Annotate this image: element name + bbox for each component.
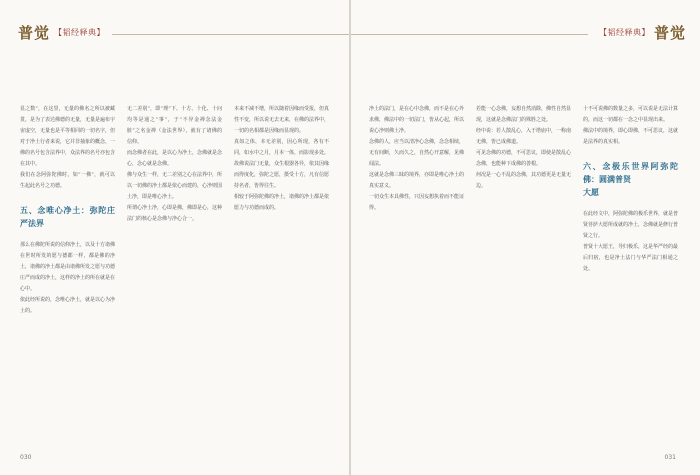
paragraph: 一切众生本具佛性，只因妄想执着而不能证得。 [369, 194, 464, 211]
paragraph: 真如之体，本无差别，因心所现，各有不同，如水中之月，月本一体，而影现多处。 [234, 139, 329, 156]
paragraph: 显之数”，在这里，无量的佛名之所以被藏贯，是为了表达佛德的无量，无量是遍布宇宙虚空，无量也是平等相同的一切名字，但对于净土行者来说，它并非抽象的概念，一佛的名号包含法界中，众法界的名号亦包含在其中。 [20, 106, 115, 167]
paragraph: 无二差别”，即“理”下、十方、十化、十问均等是通之“事”，于“不异金禅念法金脏”之名金禅（金法世界），就有了诸佛的信仰。 [127, 106, 222, 145]
paragraph: 念佛的人，应当以清净心念佛，念念相续，无有间断，久而久之，自然心开意解，见佛闻法。 [369, 139, 464, 167]
paragraph: 那么在佛陀所说的信仰净土，以及十方诸佛在世时所发的愿与德都一样，都是佛的净土，诸佛的净土都是由诸佛所发之愿与功德庄严而成的净土，这样的净土的所在就是在心中。 [20, 242, 115, 292]
section-heading [20, 204, 115, 230]
paragraph: 十不可说佛的数量之多，可以说是无法计算的，而这一切都在一念之中显现出来。 [583, 106, 678, 123]
text-columns [20, 104, 329, 444]
left-page [0, 0, 349, 475]
series-tag: 【韬经释典】 [598, 28, 650, 37]
paragraph: 所谓心净土净，心即是佛，佛即是心，这种法门的核心是念佛与净心合一。 [127, 205, 222, 222]
paragraph: 而念佛者在此，是以心为净土，念佛就是念心，念心就是念佛。 [127, 150, 222, 167]
section-heading-tail: 大愿 [583, 187, 599, 197]
paragraph: 普贤十大愿王，导归极乐，这是华严经的最后归宿，也是净土法门与华严法门相通之处。 [583, 244, 678, 272]
paragraph: 故佛说法门无量，众生根器各异，依其因缘而得度化，弥陀之愿，摄受十方，凡有信愿持名者，皆得往生。 [234, 161, 329, 189]
paragraph: 佛与众生一样，无二差别之心在法界中，所以一切佛的净土都是依心而建的，心净则国土净，即是唯心净土。 [127, 172, 222, 200]
page-header [599, 22, 686, 43]
page-number: 030 [20, 454, 32, 461]
paragraph: 这就是念佛三昧的境界，亦即是唯心净土的真实意义。 [369, 172, 464, 189]
paragraph: 何况是一心不乱的念佛，其功德更是无量无边。 [476, 172, 571, 189]
text-column-1 [369, 104, 464, 444]
paragraph: 佛法中的境界，即心即佛，不可思议，这就是法界的真实相。 [583, 128, 678, 145]
text-column-1 [20, 104, 115, 444]
text-column-2 [127, 104, 222, 444]
right-page [351, 0, 700, 475]
text-column-3 [583, 104, 678, 444]
paragraph: 净土的法门，是在心中念佛，而不是在心外求佛，佛法中的一切法门，皆从心起，所以说心净则佛土净。 [369, 106, 464, 134]
paragraph: 相较于阿弥陀佛的净土，诸佛的净土都是依愿力与功德而成的。 [234, 194, 329, 211]
text-column-2 [476, 104, 571, 444]
paragraph: 可见念佛的功德，不可思议，即使是散乱心念佛，也能种下成佛的善根。 [476, 150, 571, 167]
brand-logo: 普觉 [18, 24, 51, 42]
page-number: 031 [664, 454, 676, 461]
series-tag: 【韬经释典】 [54, 28, 106, 37]
paragraph: 经中说：若人散乱心，入于塔庙中，一称南无佛，皆已成佛道。 [476, 128, 571, 145]
header-rule [112, 34, 349, 35]
paragraph: 我们在念阿弥陀佛时，如“一佛”，就可以生起此名号之功德。 [20, 172, 115, 189]
paragraph: 在此经文中，阿弥陀佛的极乐世界，就是普贤菩萨大愿所成就的净土，念佛就是修行普贤之行。 [583, 211, 678, 239]
text-columns [369, 104, 678, 444]
header-rule [351, 34, 588, 35]
paragraph: 本来不减不增，所以随着因缘而受报，但真性不变，所以说无去无来，在佛的法界中，一切的名相都是因缘而显现的。 [234, 106, 329, 134]
section-heading-text: 五、念唯心净土：弥陀庄严法界 [20, 205, 115, 228]
section-heading-text: 六、念极乐世界阿弥陀佛：圆满普贤 [583, 161, 678, 184]
brand-logo: 普觉 [653, 24, 686, 42]
page-header [18, 22, 105, 43]
paragraph: 依此经所说的，念唯心净土，就是以心为净土的。 [20, 297, 115, 314]
section-heading [583, 160, 678, 199]
paragraph: 若能一心念佛，妄想自然消除，佛性自然显现，这就是念佛法门的殊胜之处。 [476, 106, 571, 123]
text-column-3 [234, 104, 329, 444]
